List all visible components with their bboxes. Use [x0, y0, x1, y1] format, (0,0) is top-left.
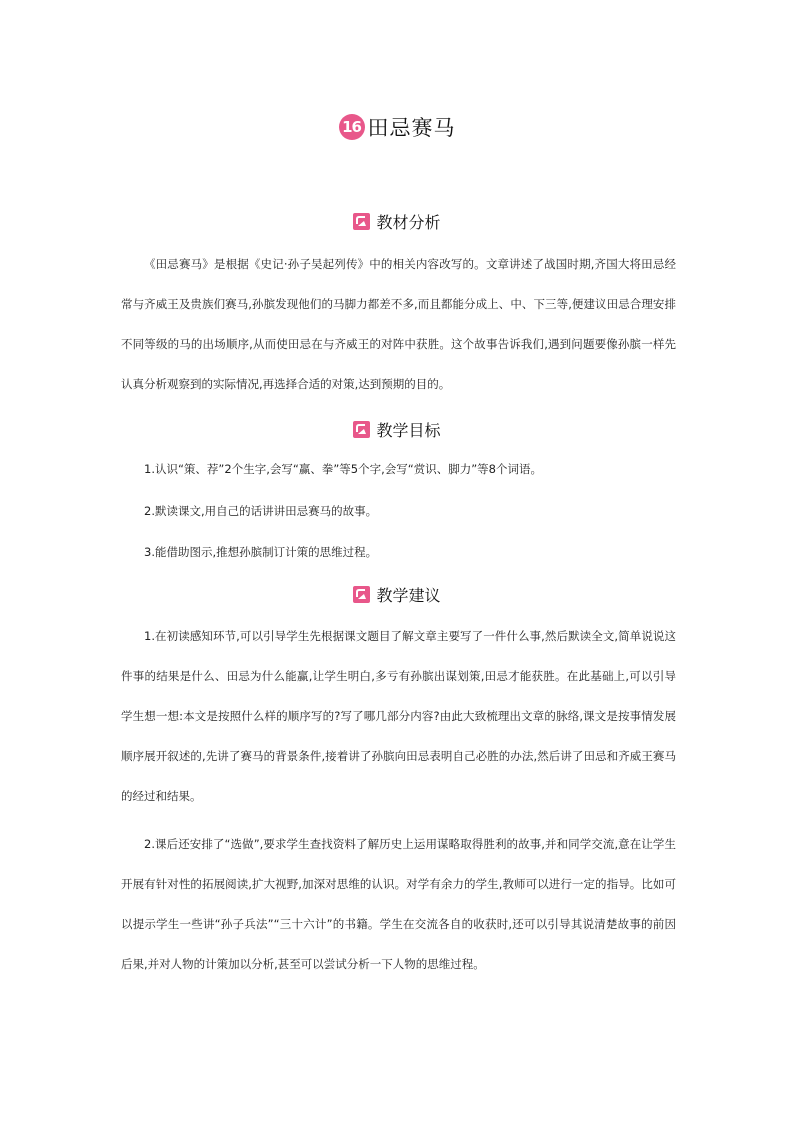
paragraph: 《田忌赛马》是根据《史记·孙子吴起列传》中的相关内容改写的。文章讲述了战国时期,齐国大将田忌经常与齐威王及贵族们赛马,孙膑发现他们的马脚力都差不多,而且都能分成上、中、下三等,便建议田忌合理安排不同等级的马的出场顺序,从而使田忌在与齐威王的对阵中获胜。这个故事告诉我们,遇到问题要像孙膑一样先认真分析观察到的实际情况,再选择合适的对策,达到预期的目的。 — [121, 257, 676, 391]
section-heading-goals — [0, 418, 794, 441]
lesson-number-badge: 16 — [339, 114, 365, 140]
paragraph: 1.在初读感知环节,可以引导学生先根据课文题目了解文章主要写了一件什么事,然后默读全文,简单说说这件事的结果是什么、田忌为什么能赢,让学生明白,多亏有孙膑出谋划策,田忌才能获胜。在此基础上,可以引导学生想一想:本文是按照什么样的顺序写的?写了哪几部分内容?由此大致梳理出文章的脉络,课文是按事情发展顺序展开叙述的,先讲了赛马的背景条件,接着讲了孙膑向田忌表明自己必胜的办法,然后讲了田忌和齐威王赛马的经过和结果。 — [121, 629, 676, 803]
pink-bookmark-arrow-icon — [353, 421, 370, 438]
paragraph: 2.课后还安排了“选做”,要求学生查找资料了解历史上运用谋略取得胜利的故事,并和同学交流,意在让学生开展有针对性的拓展阅读,扩大视野,加深对思维的认识。对学有余力的学生,教师可以进行一定的指导。比如可以提示学生一些讲“孙子兵法”“三十六计”的书籍。学生在交流各自的收获时,还可以引导其说清楚故事的前因后果,并对人物的计策加以分析,甚至可以尝试分析一下人物的思维过程。 — [121, 837, 676, 971]
section-title: 教学建议 — [376, 586, 441, 605]
pink-bookmark-arrow-icon — [353, 213, 370, 230]
section-title: 教材分析 — [376, 213, 441, 232]
list-item: 3.能借助图示,推想孙膑制订计策的思维过程。 — [144, 545, 378, 559]
section-heading-analysis — [0, 210, 794, 233]
list-item: 1.认识“策、荐”2个生字,会写“赢、拳”等5个字,会写“赏识、脚力”等8个词语。 — [144, 462, 542, 476]
pink-bookmark-arrow-icon — [353, 586, 370, 603]
lesson-title — [0, 112, 794, 142]
section-title: 教学目标 — [376, 421, 441, 440]
lesson-title-text: 田忌赛马 — [367, 116, 456, 140]
list-item: 2.默读课文,用自己的话讲讲田忌赛马的故事。 — [144, 504, 378, 518]
section-heading-suggestions — [0, 583, 794, 606]
